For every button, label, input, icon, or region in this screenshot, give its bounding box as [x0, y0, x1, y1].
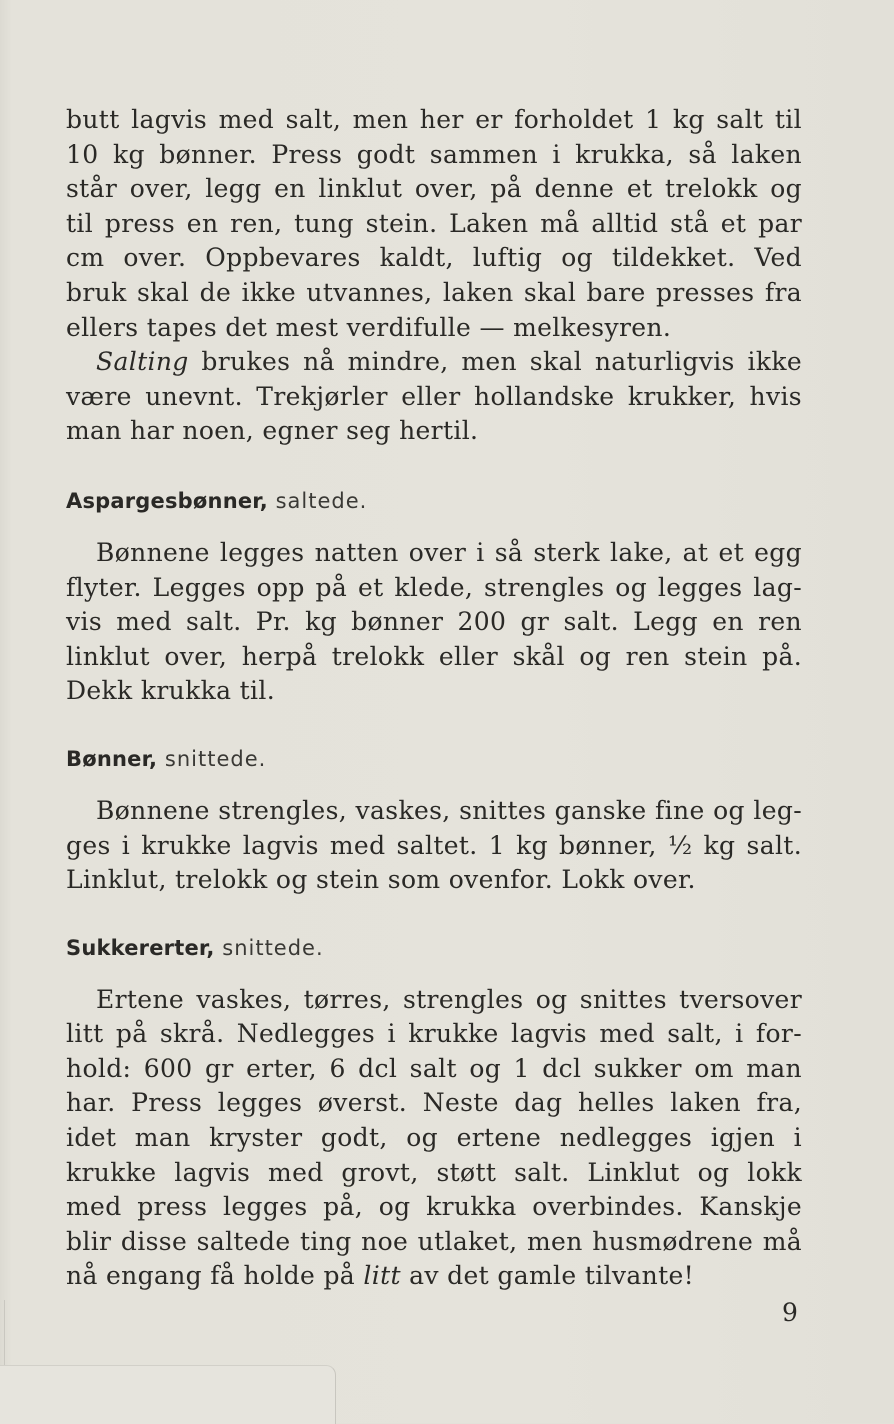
heading-subtitle: snittede. [157, 746, 267, 771]
section-paragraph [66, 983, 802, 1294]
text-fragment: nå engang få holde på [66, 1261, 364, 1291]
text-line: Dekk krukka til. [66, 676, 276, 706]
intro-paragraph-2 [66, 345, 802, 449]
text-line: butt lagvis med salt, men her er forholdet 1 kg salt til [66, 105, 802, 134]
heading-title: Bønner, [66, 746, 158, 771]
text-line: krukke lagvis med grovt, støtt salt. Linklut og lokk [66, 1157, 802, 1187]
text-line: med press legges på, og krukka overbindes. Kanskje [66, 1192, 802, 1222]
heading-title: Aspargesbønner, [66, 488, 268, 513]
section-paragraph [66, 794, 802, 898]
text-line: Bønnene legges natten over i så sterk lake, at et egg [96, 537, 802, 567]
page-number: 9 [782, 1298, 798, 1327]
text-line: Ertene vaskes, tørres, strengles og snittes tversover [96, 984, 802, 1014]
bottom-tab-strip [0, 1365, 336, 1424]
section-heading-sukkererter [66, 930, 802, 965]
text-fragment: av det gamle tilvante! [400, 1261, 695, 1291]
text-line: idet man kryster godt, og ertene nedlegges igjen i [66, 1123, 802, 1153]
text-fragment: brukes nå mindre, men skal naturligvis ikke [188, 347, 802, 377]
heading-subtitle: snittede. [214, 935, 324, 960]
text-line: Bønnene strengles, vaskes, snittes ganske fine og leg- [96, 795, 802, 825]
italic-term-litt: litt [363, 1261, 401, 1291]
text-line: ges i krukke lagvis med saltet. 1 kg bønner, ½ kg salt. [66, 830, 802, 860]
text-line: være unevnt. Trekjørler eller hollandske krukker, hvis [66, 381, 802, 411]
section-paragraph [66, 536, 802, 709]
text-line: vis med salt. Pr. kg bønner 200 gr salt. Legg en ren [66, 607, 802, 637]
section-heading-aspargesbonner [66, 483, 802, 518]
text-line: flyter. Legges opp på et klede, strengles og legges lag- [66, 572, 802, 602]
heading-subtitle: saltede. [267, 488, 368, 513]
text-line [66, 345, 802, 380]
text-line: 10 kg bønner. Press godt sammen i krukka, så laken [66, 139, 802, 169]
heading-title: Sukkererter, [66, 935, 215, 960]
text-line: linklut over, herpå trelokk eller skål og ren stein på. [66, 641, 802, 671]
italic-term-salting: Salting [96, 347, 189, 377]
text-line: bruk skal de ikke utvannes, laken skal bare presses fra [66, 277, 802, 307]
text-line: Linklut, trelokk og stein som ovenfor. Lokk over. [66, 865, 696, 895]
text-line: ellers tapes det mest verdifulle — melkesyren. [66, 312, 672, 342]
text-line [66, 1259, 802, 1294]
text-line: man har noen, egner seg hertil. [66, 416, 479, 446]
text-line: blir disse saltede ting noe utlaket, men husmødrene må [66, 1226, 802, 1256]
text-line: hold: 600 gr erter, 6 dcl salt og 1 dcl sukker om man [66, 1053, 802, 1083]
text-line: har. Press legges øverst. Neste dag helles laken fra, [66, 1088, 802, 1118]
text-line: står over, legg en linklut over, på denne et trelokk og [66, 174, 802, 204]
text-line: litt på skrå. Nedlegges i krukke lagvis med salt, i for- [66, 1019, 802, 1049]
text-line: til press en ren, tung stein. Laken må alltid stå et par [66, 208, 802, 238]
section-heading-bonner [66, 741, 802, 776]
intro-paragraph-1 [66, 103, 802, 345]
text-line: cm over. Oppbevares kaldt, luftig og tildekket. Ved [66, 243, 802, 273]
page-body [66, 103, 802, 1294]
